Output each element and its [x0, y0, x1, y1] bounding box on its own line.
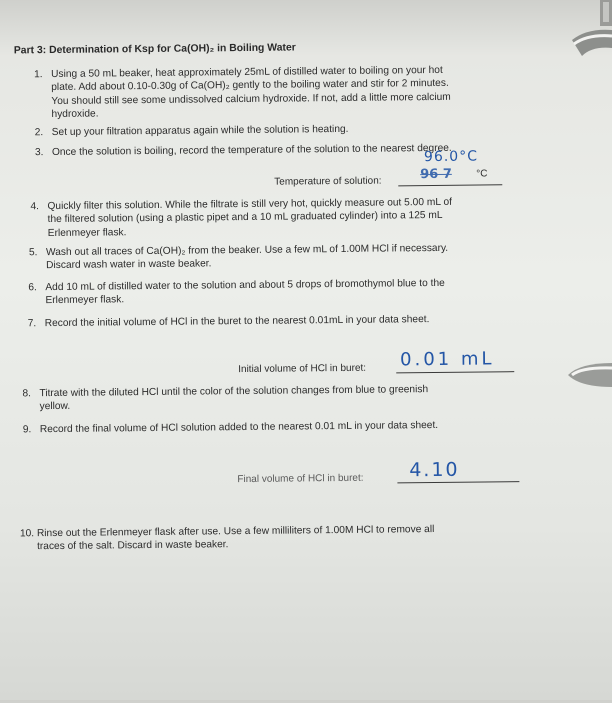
- step-number: 5.: [28, 247, 38, 259]
- step-text: Set up your filtration apparatus again while the solution is heating.: [51, 123, 349, 139]
- initial-volume-label: Initial volume of HCl in buret:: [238, 362, 367, 376]
- temperature-unit: °C: [476, 168, 488, 180]
- step-text: yellow.: [39, 401, 71, 413]
- step-text: hydroxide.: [51, 108, 99, 121]
- temperature-crossed-out-scribble: 96 7: [420, 166, 452, 183]
- temperature-handwritten-value: 96.0°C: [423, 148, 479, 166]
- step-number: 8.: [22, 388, 32, 400]
- step-number: 6.: [28, 282, 37, 294]
- step-number: 3.: [34, 147, 44, 159]
- step-number: 2.: [34, 127, 44, 139]
- temperature-answer-line: [398, 184, 502, 186]
- step-text: Wash out all traces of Ca(OH)₂ from the beaker. Use a few mL of 1.00M HCl if necessary.: [45, 242, 449, 259]
- step-text: plate. Add about 0.10-0.30g of Ca(OH)₂ gently to the boiling water and stir for 2 minutes.: [51, 78, 449, 94]
- step-number: 10.: [19, 528, 35, 540]
- step-text: Rinse out the Erlenmeyer flask after use. Use a few milliliters of 1.00M HCl to remove all: [36, 524, 435, 540]
- step-text: Record the initial volume of HCl in the buret to the nearest 0.01mL in your data sheet.: [44, 314, 430, 330]
- step-text: Erlenmeyer flask.: [45, 294, 125, 307]
- initial-volume-handwritten-value: 0.01 mL: [400, 348, 495, 371]
- step-number: 4.: [30, 201, 40, 213]
- initial-volume-answer-line: [396, 371, 514, 373]
- step-number: 9.: [22, 424, 32, 436]
- step-text: Once the solution is boiling, record the temperature of the solution to the nearest degree.: [51, 142, 452, 159]
- section-title: Part 3: Determination of Ksp for Ca(OH)₂ in Boiling Water: [13, 42, 296, 57]
- final-volume-label: Final volume of HCl in buret:: [237, 472, 364, 486]
- step-text: Record the final volume of HCl solution added to the nearest 0.01 mL in your data sheet.: [39, 419, 439, 436]
- step-text: Quickly filter this solution. While the filtrate is still very hot, quickly measure out 5.00 mL of: [47, 196, 452, 213]
- step-text: Titrate with the diluted HCl until the color of the solution changes from blue to greenish: [39, 384, 429, 400]
- step-text: traces of the salt. Discard in waste beaker.: [36, 539, 229, 553]
- step-text: Discard wash water in waste beaker.: [46, 258, 212, 272]
- step-number: 7.: [27, 318, 37, 330]
- temperature-label: Temperature of solution:: [274, 175, 382, 188]
- step-text: Erlenmeyer flask.: [47, 227, 127, 239]
- final-volume-answer-line: [397, 481, 519, 483]
- step-text: Add 10 mL of distilled water to the solution and about 5 drops of bromothymol blue to the: [45, 277, 445, 294]
- step-text: Using a 50 mL beaker, heat approximately 25mL of distilled water to boiling on your hot: [51, 64, 443, 81]
- step-number: 1.: [34, 69, 43, 81]
- step-text: You should still see some undissolved calcium hydroxide. If not, add a little more calcium: [51, 91, 451, 107]
- final-volume-handwritten-value: 4.10: [409, 458, 460, 482]
- step-text: the filtered solution (using a plastic pipet and a 10 mL graduated cylinder) into a 125 mL: [47, 210, 443, 226]
